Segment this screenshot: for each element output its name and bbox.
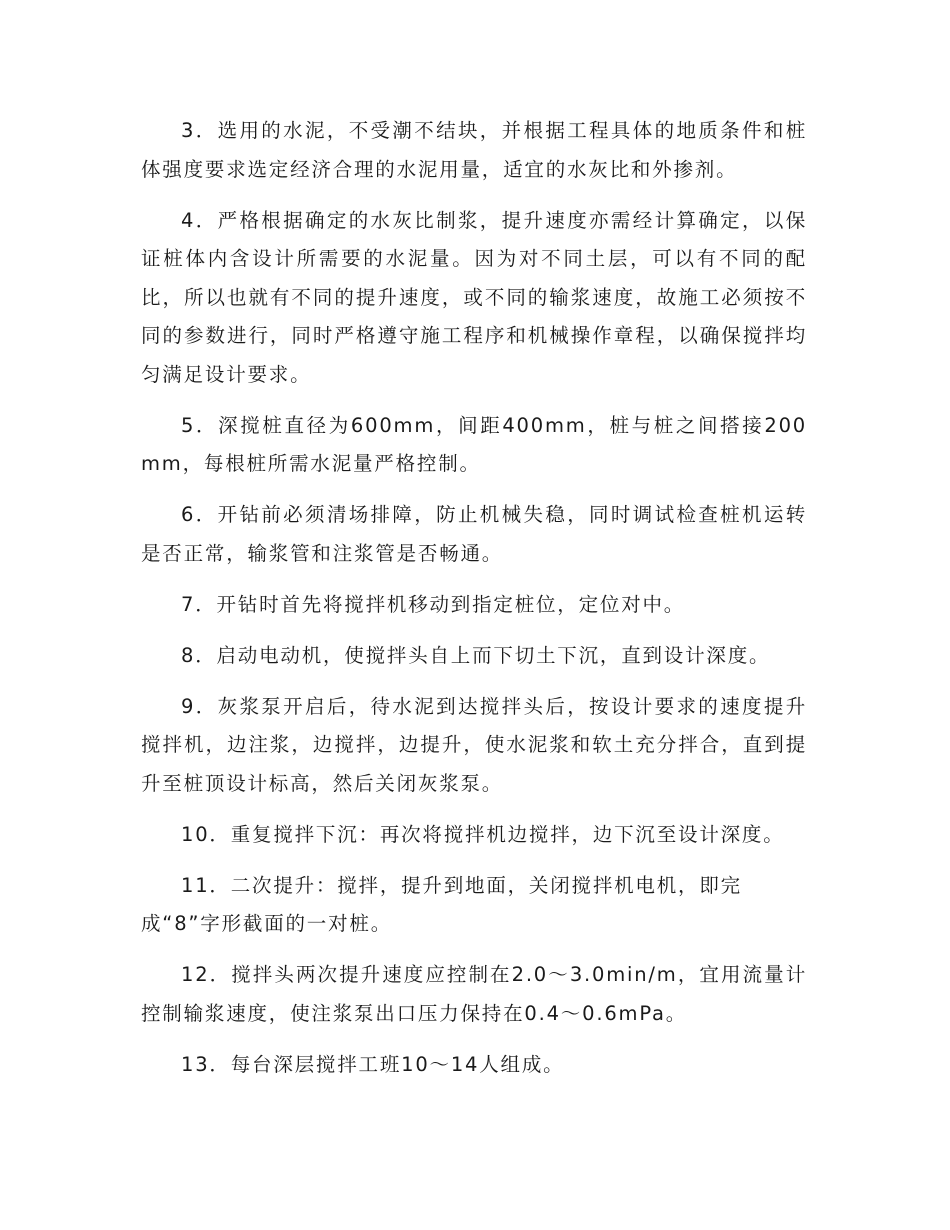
paragraph-10: 10．重复搅拌下沉：再次将搅拌机边搅拌，边下沉至设计深度。 xyxy=(181,822,785,846)
paragraph-11: 11．二次提升：搅拌，提升到地面，关闭搅拌机电机，即完成“8”字形截面的一对桩。 xyxy=(141,873,742,935)
paragraph-4: 4．严格根据确定的水灰比制浆，提升速度亦需经计算确定，以保证桩体内含设计所需要的水泥量。因为对不同土层，可以有不同的配比，所以也就有不同的提升速度，或不同的输浆速度，故施工必须按不同的参数进行，同时严格遵守施工程序和机械操作章程，以确保搅拌均匀满足设计要求。 xyxy=(141,208,807,386)
paragraph-7: 7．开钻时首先将搅拌机移动到指定桩位，定位对中。 xyxy=(181,592,686,616)
paragraph-6: 6．开钻前必须清场排障，防止机械失稳，同时调试检查桩机运转是否正常，输浆管和注浆管是否畅通。 xyxy=(141,503,807,565)
paragraph-5: 5．深搅桩直径为600mm，间距400mm，桩与桩之间搭接200mm，每根桩所需水泥量严格控制。 xyxy=(141,413,807,475)
paragraph-9: 9．灰浆泵开启后，待水泥到达搅拌头后，按设计要求的速度提升搅拌机，边注浆，边搅拌，边提升，使水泥浆和软土充分拌合，直到提升至桩顶设计标高，然后关闭灰浆泵。 xyxy=(141,694,807,795)
paragraph-8: 8．启动电动机，使搅拌头自上而下切土下沉，直到设计深度。 xyxy=(181,643,771,667)
paragraph-3: 3．选用的水泥，不受潮不结块，并根据工程具体的地质条件和桩体强度要求选定经济合理的水泥用量，适宜的水灰比和外掺剂。 xyxy=(141,119,807,181)
document-body xyxy=(141,112,807,1097)
paragraph-12: 12．搅拌头两次提升速度应控制在2.0～3.0min/m，宜用流量计控制输浆速度，使注浆泵出口压力保持在0.4～0.6mPa。 xyxy=(141,963,807,1025)
paragraph-13: 13．每台深层搅拌工班10～14人组成。 xyxy=(181,1052,565,1076)
